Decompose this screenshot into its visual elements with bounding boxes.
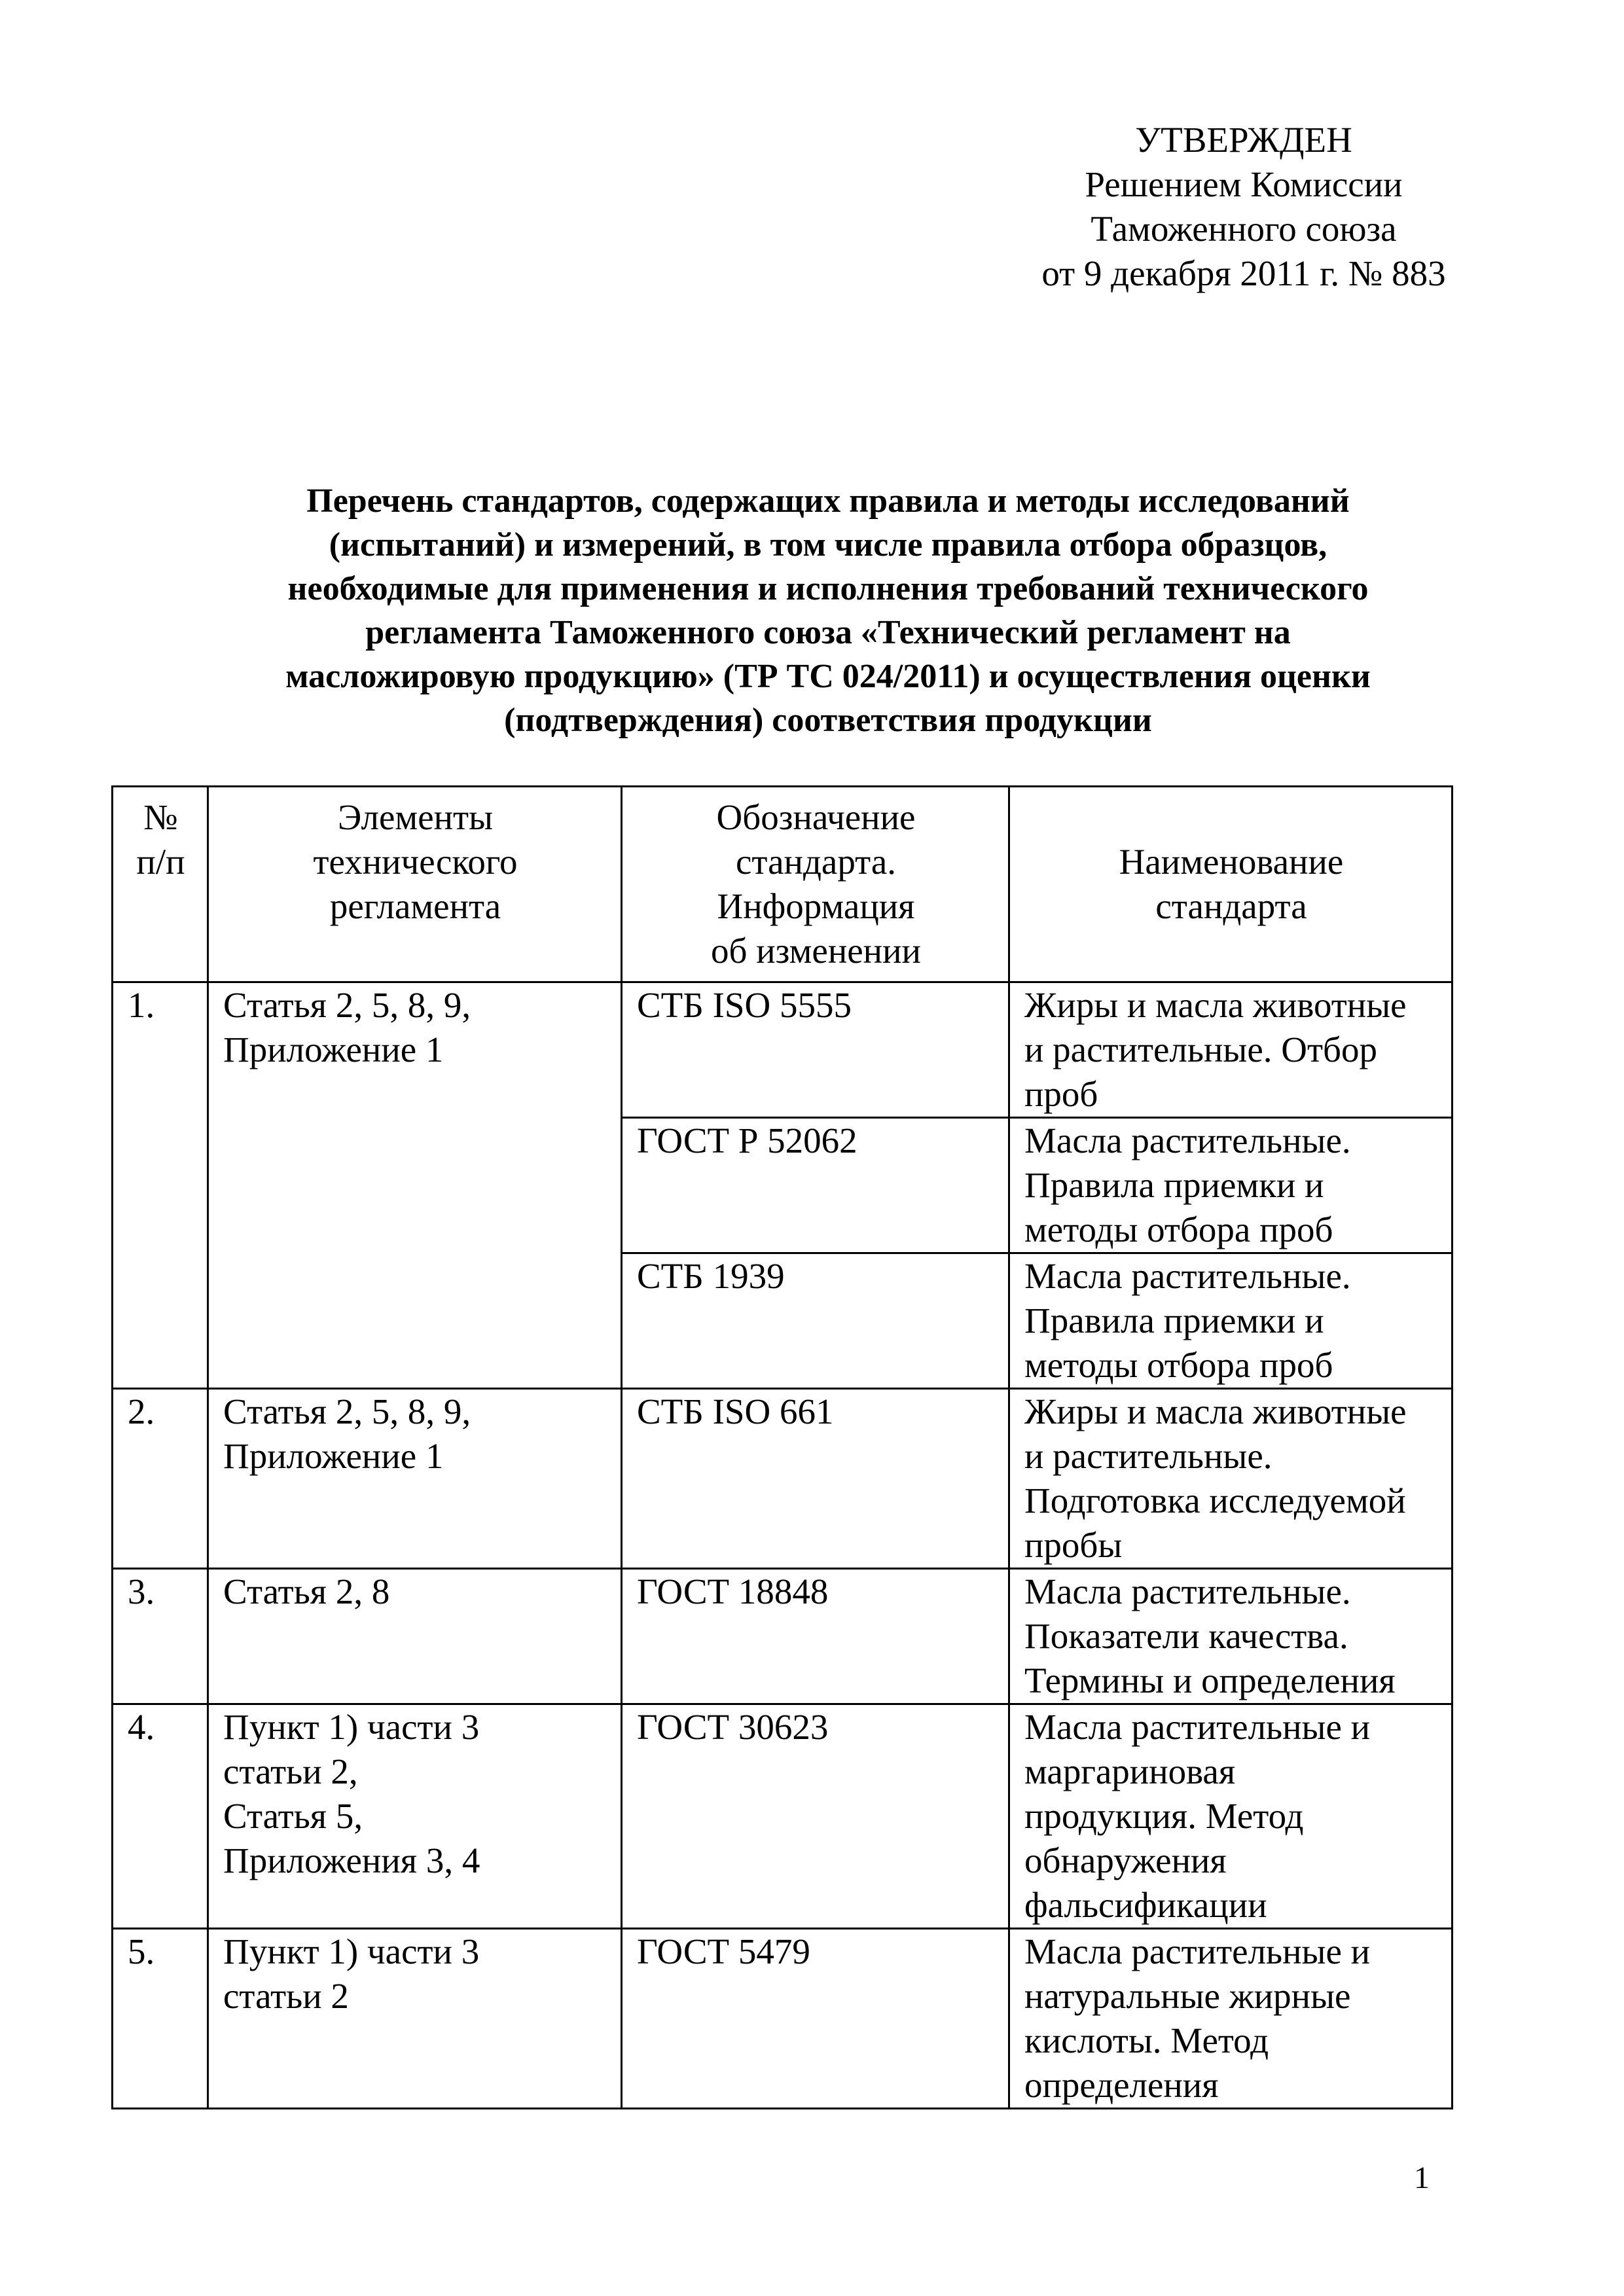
header-elements: Элементы технического регламента [208,787,622,982]
page-number: 1 [1414,2161,1430,2195]
cell-elements: Пункт 1) части 3 статьи 2 [208,1929,622,2109]
cell-elements: Статья 2, 8 [208,1569,622,1704]
header-designation: Обозначение стандарта. Информация об изменении [622,787,1009,982]
cell-num: 5. [113,1929,208,2109]
table-row [113,982,1453,1118]
approval-line: от 9 декабря 2011 г. № 883 [1041,253,1446,293]
title-line: необходимые для применения и исполнения требований технического [287,570,1369,607]
cell-elements: Статья 2, 5, 8, 9, Приложение 1 [208,982,622,1389]
title-line: регламента Таможенного союза «Технический регламент на [365,614,1291,651]
cell-designation: СТБ ISO 661 [622,1389,1009,1569]
cell-name: Масла растительные. Правила приемки и методы отбора проб [1009,1118,1453,1253]
cell-elements: Пункт 1) части 3 статьи 2, Статья 5, Приложения 3, 4 [208,1704,622,1929]
cell-designation: СТБ ISO 5555 [622,982,1009,1118]
table-row [113,1569,1453,1704]
cell-name: Масла растительные и натуральные жирные кислоты. Метод определения [1009,1929,1453,2109]
cell-name: Масла растительные и маргариновая продукция. Метод обнаружения фальсификации [1009,1704,1453,1929]
cell-num: 1. [113,982,208,1389]
cell-name: Масла растительные. Показатели качества. Термины и определения [1009,1569,1453,1704]
standards-table [111,785,1453,2109]
cell-num: 3. [113,1569,208,1704]
title-line: масложировую продукцию» (ТР ТС 024/2011) и осуществления оценки [285,658,1371,695]
header-name: Наименование стандарта [1009,787,1453,982]
title-line: Перечень стандартов, содержащих правила и методы исследований [306,482,1350,520]
title-line: (испытаний) и измерений, в том числе правила отбора образцов, [329,526,1327,564]
cell-num: 4. [113,1704,208,1929]
cell-name: Жиры и масла животные и растительные. Подготовка исследуемой пробы [1009,1389,1453,1569]
approval-stamp [995,118,1492,296]
table-row [113,1929,1453,2109]
cell-name: Жиры и масла животные и растительные. Отбор проб [1009,982,1453,1118]
cell-elements: Статья 2, 5, 8, 9, Приложение 1 [208,1389,622,1569]
header-num: № п/п [113,787,208,982]
table-row [113,1704,1453,1929]
approval-line: УТВЕРЖДЕН [1135,120,1352,160]
document-title [111,479,1545,742]
table-header-row [113,787,1453,982]
cell-num: 2. [113,1389,208,1569]
cell-designation: ГОСТ 30623 [622,1704,1009,1929]
cell-designation: ГОСТ 18848 [622,1569,1009,1704]
cell-designation: ГОСТ Р 52062 [622,1118,1009,1253]
approval-line: Таможенного союза [1091,209,1397,249]
cell-name: Масла растительные. Правила приемки и методы отбора проб [1009,1253,1453,1389]
table-row [113,1389,1453,1569]
title-line: (подтверждения) соответствия продукции [504,702,1152,739]
approval-line: Решением Комиссии [1085,164,1403,204]
cell-designation: ГОСТ 5479 [622,1929,1009,2109]
cell-designation: СТБ 1939 [622,1253,1009,1389]
